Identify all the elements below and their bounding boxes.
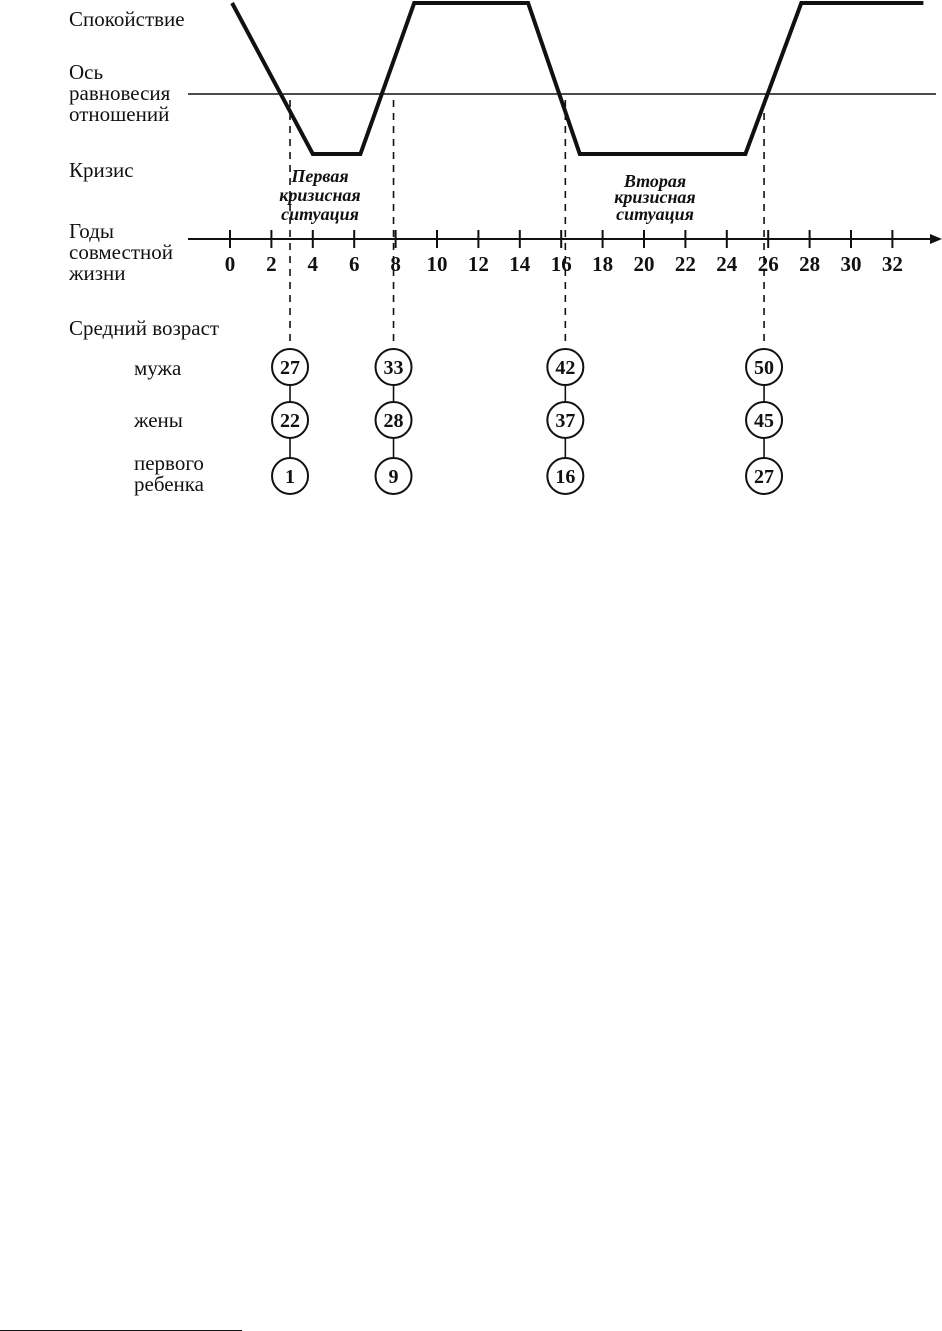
x-tick-label-0: 0 (224, 252, 236, 276)
label-years-line3: жизни (69, 261, 126, 285)
second-crisis-label-line3: ситуация (616, 204, 694, 224)
x-tick-label-4: 4 (307, 252, 319, 276)
label-wife: жены (134, 408, 183, 432)
x-tick-label-14: 14 (509, 252, 531, 276)
label-crisis: Кризис (69, 158, 134, 182)
x-tick-label-18: 18 (592, 252, 614, 276)
first-crisis-label-line1: Первая (291, 166, 349, 186)
age-value-first_child-1: 1 (285, 466, 296, 488)
x-tick-label-28: 28 (799, 252, 821, 276)
label-years-line2: совместной (69, 240, 173, 264)
second-crisis-label-line1: Вторая (623, 171, 687, 191)
x-tick-label-2: 2 (266, 252, 277, 276)
age-value-wife-4: 45 (754, 410, 775, 432)
label-husband: мужа (134, 356, 182, 380)
x-tick-label-22: 22 (674, 252, 696, 276)
x-tick-label-20: 20 (633, 252, 655, 276)
age-value-husband-3: 42 (555, 357, 576, 379)
x-tick-label-16: 16 (550, 252, 572, 276)
label-child-line2: ребенка (134, 472, 204, 496)
first-crisis-label-line3: ситуация (281, 204, 359, 224)
age-value-first_child-2: 9 (388, 466, 399, 488)
first-crisis-label-line2: кризисная (279, 185, 361, 205)
label-axis-line1: Ось (69, 60, 104, 84)
label-years-line1: Годы (69, 219, 114, 243)
x-tick-label-12: 12 (467, 252, 489, 276)
years-axis-arrow (930, 234, 942, 244)
label-avg-age: Средний возраст (69, 316, 220, 340)
second-crisis-label-line2: кризисная (614, 187, 696, 207)
age-value-first_child-3: 16 (555, 466, 576, 488)
age-value-husband-1: 27 (280, 357, 301, 379)
x-tick-label-30: 30 (840, 252, 862, 276)
age-value-husband-4: 50 (754, 357, 775, 379)
age-value-first_child-4: 27 (754, 466, 775, 488)
label-calm: Спокойствие (69, 7, 185, 31)
x-tick-label-32: 32 (881, 252, 903, 276)
x-tick-label-6: 6 (348, 252, 360, 276)
x-tick-label-10: 10 (426, 252, 448, 276)
age-value-wife-3: 37 (555, 410, 576, 432)
x-tick-label-24: 24 (716, 252, 738, 276)
age-value-wife-2: 28 (383, 410, 404, 432)
x-tick-label-26: 26 (757, 252, 779, 276)
age-value-wife-1: 22 (280, 410, 301, 432)
x-tick-label-8: 8 (390, 252, 401, 276)
relationship-state-line (232, 3, 923, 154)
label-child-line1: первого (134, 451, 204, 475)
label-axis-line3: отношений (69, 102, 170, 126)
label-axis-line2: равновесия (69, 81, 171, 105)
age-value-husband-2: 33 (383, 357, 404, 379)
